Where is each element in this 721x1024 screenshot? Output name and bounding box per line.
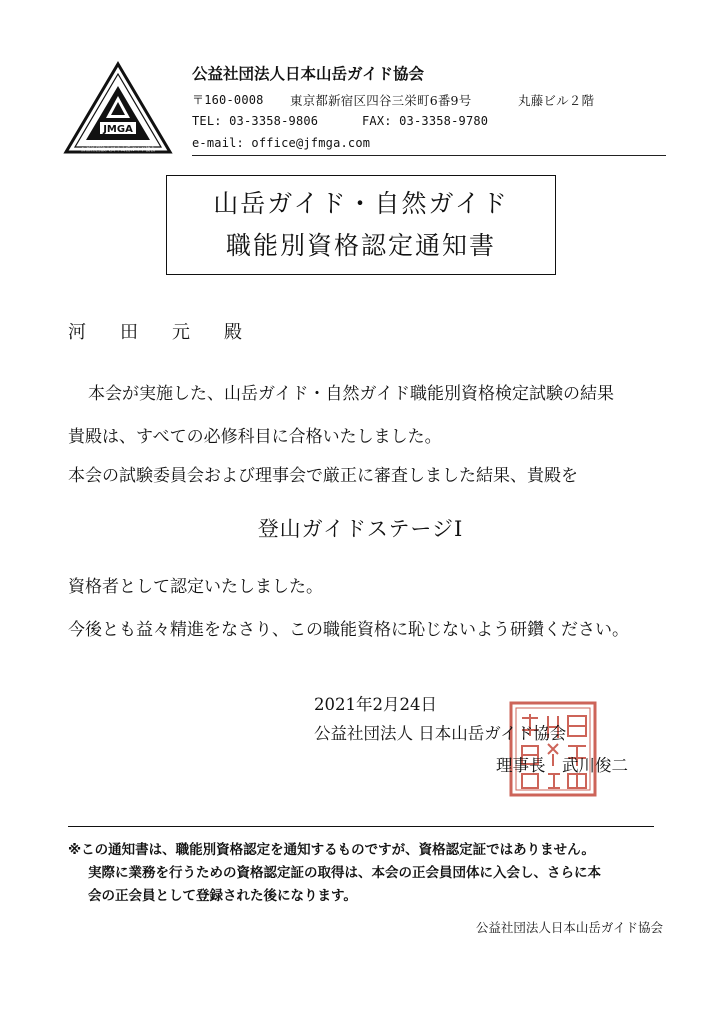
- recipient-char-2: 田: [120, 322, 138, 343]
- body-paragraph-2: 本会の試験委員会および理事会で厳正に審査しました結果、貴殿を: [68, 466, 578, 486]
- fax-number: FAX: 03-3358-9780: [362, 114, 489, 128]
- body-paragraph-3: 資格者として認定いたしました。: [68, 577, 323, 597]
- issuer-organization: 公益社団法人 日本山岳ガイド協会: [314, 724, 567, 743]
- note-line-1: ※この通知書は、職能別資格認定を通知するものですが、資格認定証ではありません。: [68, 842, 595, 858]
- email-row: [192, 136, 370, 150]
- issuer-title-and-name: 理事長 武川俊二: [496, 756, 628, 775]
- jmga-logo: [62, 60, 174, 156]
- title-line-2: 職能別資格認定通知書: [225, 231, 496, 260]
- contact-row: [192, 114, 488, 128]
- official-seal: [508, 700, 598, 798]
- footer-organization: 公益社団法人日本山岳ガイド協会: [475, 920, 663, 935]
- title-line-1: 山岳ガイド・自然ガイド: [213, 189, 509, 218]
- body-paragraph-1-line-2: 貴殿は、すべての必修科目に合格いたしました。: [68, 427, 442, 447]
- street-address: 東京都新宿区四谷三栄町6番9号: [290, 93, 472, 108]
- document-title-box: [166, 175, 556, 275]
- recipient-name: [68, 318, 276, 344]
- body-paragraph-4: 今後とも益々精進をなさり、この職能資格に恥じないよう研鑽ください。: [68, 620, 629, 640]
- organization-name: 公益社団法人日本山岳ガイド協会: [192, 65, 425, 83]
- qualification-name: 登山ガイドステージⅠ: [257, 517, 464, 541]
- note-divider: [68, 826, 654, 827]
- header-divider: [192, 155, 666, 156]
- logo-text: JMGA: [103, 124, 133, 135]
- body-paragraph-1-line-1: 本会が実施した、山岳ガイド・自然ガイド職能別資格検定試験の結果: [88, 384, 614, 404]
- recipient-char-1: 河: [68, 322, 86, 343]
- recipient-honorific: 殿: [224, 322, 242, 343]
- issue-date: 2021年2月24日: [314, 695, 437, 714]
- email-address: e-mail: office@jfmga.com: [192, 136, 371, 150]
- note-line-2: 実際に業務を行うための資格認定証の取得は、本会の正会員団体に入会し、さらに本: [88, 865, 601, 881]
- building-name: 丸藤ビル２階: [518, 93, 595, 108]
- recipient-char-3: 元: [172, 322, 190, 343]
- note-line-3: 会の正会員として登録された後になります。: [88, 888, 357, 904]
- address-row: [192, 91, 594, 109]
- logo-band-text: 公益社団法人日本山岳ガイド協会: [80, 147, 156, 153]
- phone-number: TEL: 03-3358-9806: [192, 114, 319, 128]
- postal-code: 〒160-0008: [192, 93, 264, 107]
